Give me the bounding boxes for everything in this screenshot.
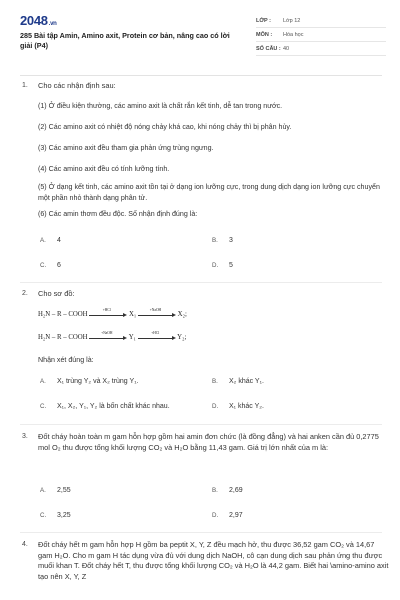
question-text: Đốt cháy hoàn toàn m gam hỗn hợp gồm hai amin đơn chức (là đồng đẳng) và hai anken cần đủ 0,2775 mol O₂ thu được tổng khối lượng CO₂ và H₂O bằng 11,43 gam. Giá trị lớn nhất của m là: <box>38 432 379 452</box>
question-divider <box>20 282 382 283</box>
question-intro: Cho sơ đồ: <box>38 289 75 298</box>
statement-4: (4) Các amino axit đều có tính lưỡng tính. <box>38 165 170 173</box>
statement-1: (1) Ở điều kiện thường, các amino axit là chất rắn kết tinh, dễ tan trong nước. <box>38 102 283 110</box>
option-a[interactable]: A. 2,55 <box>40 487 71 494</box>
option-d[interactable]: D. X₁ khác Y₂. <box>212 403 264 410</box>
reaction-scheme-2: H₂N – R – COOH +NaOH Y₁ +HCl Y₂; <box>38 331 187 341</box>
meta-row-class: LỚP : Lớp 12 <box>256 14 386 28</box>
reaction-scheme-1: H₂N – R – COOH +HCl X₁ +NaOH X₂; <box>38 308 187 318</box>
arrow-icon: +HCl <box>138 334 176 340</box>
meta-row-subject: MÔN : Hóa học <box>256 28 386 42</box>
question-number: 3. <box>22 433 28 440</box>
option-b[interactable]: B. X₂ khác Y₁. <box>212 378 264 385</box>
option-b[interactable]: B. 2,69 <box>212 487 243 494</box>
option-c[interactable]: C. 6 <box>40 262 61 269</box>
header-divider <box>20 75 382 76</box>
statement-3: (3) Các amino axit đều tham gia phản ứng trùng ngưng. <box>38 144 214 152</box>
question-divider <box>20 424 382 425</box>
question-number: 4. <box>22 541 28 548</box>
arrow-icon: +NaOH <box>138 311 176 317</box>
question-divider <box>20 532 382 533</box>
option-d[interactable]: D. 5 <box>212 262 233 269</box>
site-logo[interactable]: 2048.vn <box>20 13 57 28</box>
option-b[interactable]: B. 3 <box>212 237 233 244</box>
statement-2: (2) Các amino axit có nhiệt độ nóng chảy khá cao, khi nóng chảy thì bị phân hủy. <box>38 123 292 131</box>
statement-6: (6) Các amin thơm đều độc. Số nhận định đúng là: <box>38 210 198 218</box>
option-c[interactable]: C. 3,25 <box>40 512 71 519</box>
arrow-icon: +HCl <box>89 311 127 317</box>
meta-row-question-count: SỐ CÂU : 40 <box>256 42 386 56</box>
question-number: 2. <box>22 290 28 297</box>
option-a[interactable]: A. 4 <box>40 237 61 244</box>
header <box>0 0 400 62</box>
document-title: 285 Bài tập Amin, Amino axit, Protein cơ bản, nâng cao có lời giải (P4) <box>20 31 230 50</box>
question-prompt: Nhận xét đúng là: <box>38 356 94 364</box>
question-number: 1. <box>22 82 28 89</box>
option-d[interactable]: D. 2,97 <box>212 512 243 519</box>
option-a[interactable]: A. X₁ trùng Y₂ và X₂ trùng Y₁. <box>40 378 139 385</box>
question-intro: Cho các nhận định sau: <box>38 81 116 90</box>
option-c[interactable]: C. X₁, X₂, Y₁, Y₂ là bốn chất khác nhau. <box>40 403 170 410</box>
meta-info <box>256 14 386 56</box>
arrow-icon: +NaOH <box>89 334 127 340</box>
statement-5: (5) Ở dạng kết tinh, các amino axit tồn tại ở dạng ion lưỡng cực, trong dung dịch dạng ion lưỡng cực chuyển một phần nhỏ thành dạng phân tử. <box>38 183 380 202</box>
question-text: Đốt cháy hết m gam hỗn hợp H gồm ba peptit X, Y, Z đều mạch hở, thu được 36,52 gam CO₂ và 14,67 gam H₂O. Cho m gam H tác dụng vừa đủ với dung dịch NaOH, cô cạn dung dịch sau phản ứng thu được muối khan T. Đốt cháy hết T, thu được tổng khối lượng CO₂ và H₂O là 44,2 gam. Biết hai \amino-amino axit tạo nên X, Y, Z <box>38 540 389 581</box>
